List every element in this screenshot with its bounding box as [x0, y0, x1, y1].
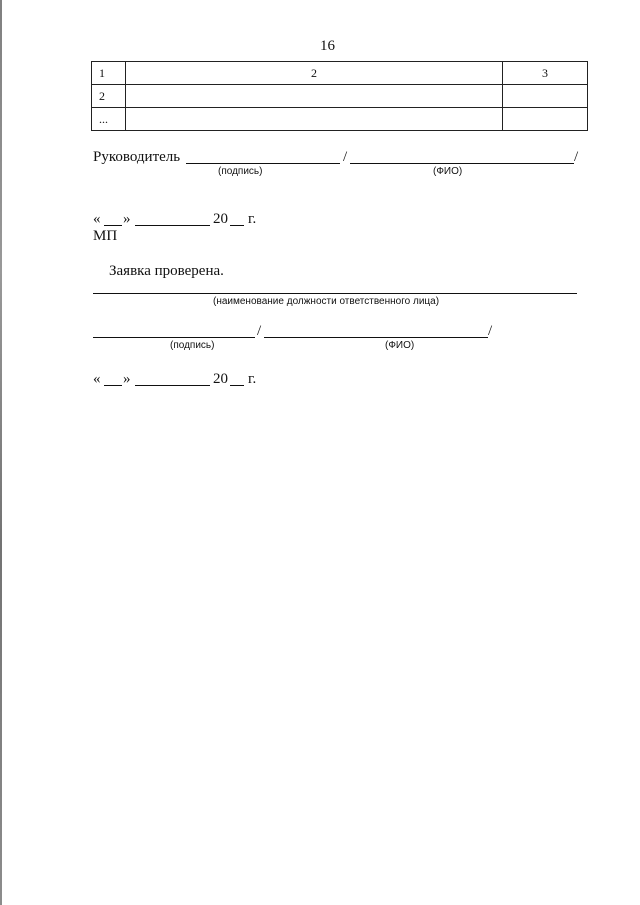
- table-cell: 2: [126, 62, 503, 85]
- month-line[interactable]: [135, 225, 210, 226]
- head-label: Руководитель: [93, 149, 181, 165]
- table-cell: 3: [503, 62, 588, 85]
- table-cell: [503, 85, 588, 108]
- application-table: [91, 61, 588, 131]
- position-line[interactable]: [93, 293, 577, 294]
- quote-open: «: [93, 211, 101, 227]
- signature-line[interactable]: [186, 163, 340, 164]
- quote-close: »: [123, 211, 131, 227]
- quote-close: »: [123, 371, 131, 387]
- signature-caption: (подпись): [170, 340, 215, 351]
- fio-caption: (ФИО): [433, 166, 463, 177]
- day-line[interactable]: [104, 385, 122, 386]
- slash: /: [488, 323, 493, 339]
- quote-open: «: [93, 371, 101, 387]
- day-line[interactable]: [104, 225, 122, 226]
- table-cell: ...: [92, 108, 126, 131]
- year-suffix: г.: [248, 371, 257, 387]
- year-prefix: 20: [213, 211, 228, 227]
- slash: /: [574, 149, 579, 165]
- signature-line[interactable]: [93, 337, 255, 338]
- position-caption: (наименование должности ответственного лица): [213, 296, 440, 307]
- year-prefix: 20: [213, 371, 228, 387]
- year-line[interactable]: [230, 225, 244, 226]
- table-cell: 2: [92, 85, 126, 108]
- fio-line[interactable]: [264, 337, 488, 338]
- year-line[interactable]: [230, 385, 244, 386]
- table-row: [92, 85, 588, 108]
- month-line[interactable]: [135, 385, 210, 386]
- table-cell: [126, 108, 503, 131]
- stamp-label: МП: [93, 228, 118, 244]
- table-cell: 1: [92, 62, 126, 85]
- slash: /: [343, 149, 348, 165]
- table-header-row: [92, 62, 588, 85]
- fio-line[interactable]: [350, 163, 574, 164]
- table-row: [92, 108, 588, 131]
- scan-edge: [0, 0, 2, 905]
- table-cell: [503, 108, 588, 131]
- fio-caption: (ФИО): [385, 340, 415, 351]
- check-text: Заявка проверена.: [109, 263, 224, 279]
- year-suffix: г.: [248, 211, 257, 227]
- slash: /: [257, 323, 262, 339]
- signature-caption: (подпись): [218, 166, 263, 177]
- page-number: 16: [320, 38, 335, 54]
- table-cell: [126, 85, 503, 108]
